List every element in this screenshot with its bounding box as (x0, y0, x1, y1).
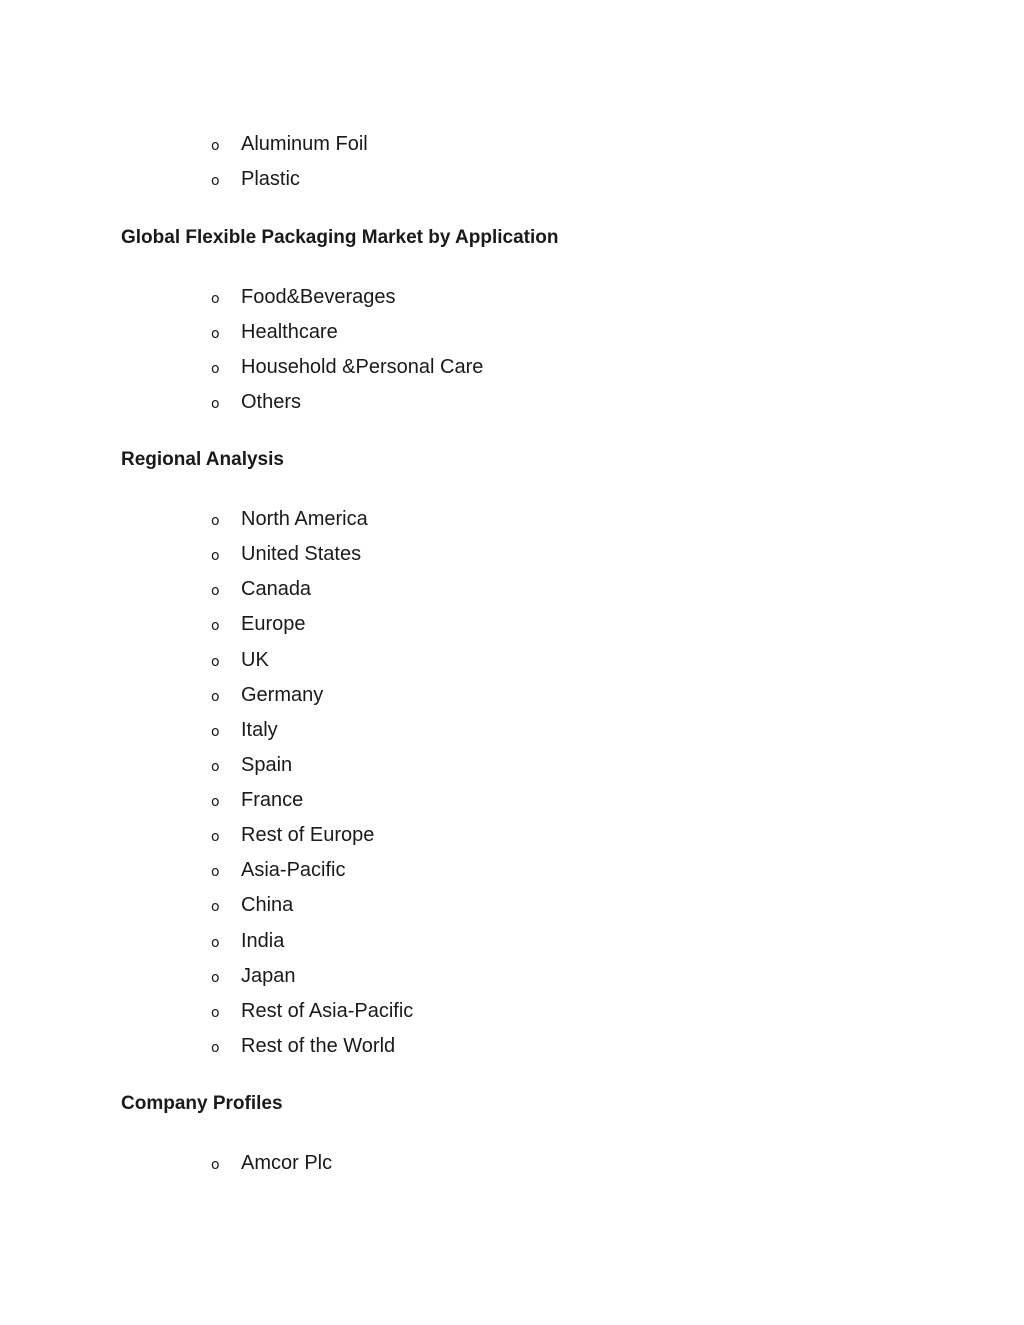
list-item-label: Canada (241, 578, 312, 601)
list-item-label: Rest of the World (241, 1034, 396, 1057)
hollow-bullet-icon: o (211, 173, 220, 190)
list-item-label: Rest of Asia-Pacific (241, 999, 414, 1022)
hollow-bullet-icon: o (211, 829, 220, 846)
hollow-bullet-icon: o (211, 138, 220, 154)
list-item-label: China (241, 894, 294, 917)
hollow-bullet-icon: o (211, 723, 220, 740)
hollow-bullet-icon: o (211, 864, 220, 881)
list-item-label: Others (241, 391, 302, 414)
hollow-bullet-icon: o (211, 618, 220, 635)
section-heading-application: Global Flexible Packaging Market by Application (121, 227, 559, 248)
list-item-label: India (241, 929, 285, 952)
list-item-label: United States (241, 543, 362, 566)
list-item-label: Europe (241, 613, 306, 636)
list-item-label: Aluminum Foil (241, 133, 368, 155)
hollow-bullet-icon: o (211, 361, 220, 378)
list-item-label: Germany (241, 683, 324, 706)
list-item-label: Italy (241, 718, 278, 741)
hollow-bullet-icon: o (211, 1039, 220, 1056)
list-item-label: North America (241, 508, 368, 530)
list-item-label: Plastic (241, 168, 300, 191)
hollow-bullet-icon: o (211, 326, 220, 343)
section-heading-companies: Company Profiles (121, 1093, 283, 1114)
list-item-label: France (241, 789, 304, 811)
list-item-label: Japan (241, 964, 296, 987)
list-item-label: Food&Beverages (241, 286, 396, 308)
list-item-label: Asia-Pacific (241, 859, 346, 882)
list-item-label: Rest of Europe (241, 824, 375, 847)
hollow-bullet-icon: o (211, 969, 220, 986)
hollow-bullet-icon: o (211, 1004, 220, 1021)
list-item-label: UK (241, 648, 269, 671)
hollow-bullet-icon: o (211, 396, 220, 413)
hollow-bullet-icon: o (211, 899, 220, 916)
hollow-bullet-icon: o (211, 653, 220, 670)
hollow-bullet-icon: o (211, 583, 220, 600)
list-item-label: Household &Personal Care (241, 356, 484, 379)
list-item-label: Amcor Plc (241, 1152, 333, 1174)
hollow-bullet-icon: o (211, 758, 220, 775)
hollow-bullet-icon: o (211, 1157, 220, 1173)
hollow-bullet-icon: o (211, 291, 220, 307)
hollow-bullet-icon: o (211, 794, 220, 810)
section-heading-regional: Regional Analysis (121, 449, 284, 470)
list-item-label: Healthcare (241, 321, 338, 344)
hollow-bullet-icon: o (211, 548, 220, 565)
hollow-bullet-icon: o (211, 513, 220, 529)
hollow-bullet-icon: o (211, 934, 220, 951)
list-item-label: Spain (241, 753, 293, 776)
hollow-bullet-icon: o (211, 688, 220, 705)
